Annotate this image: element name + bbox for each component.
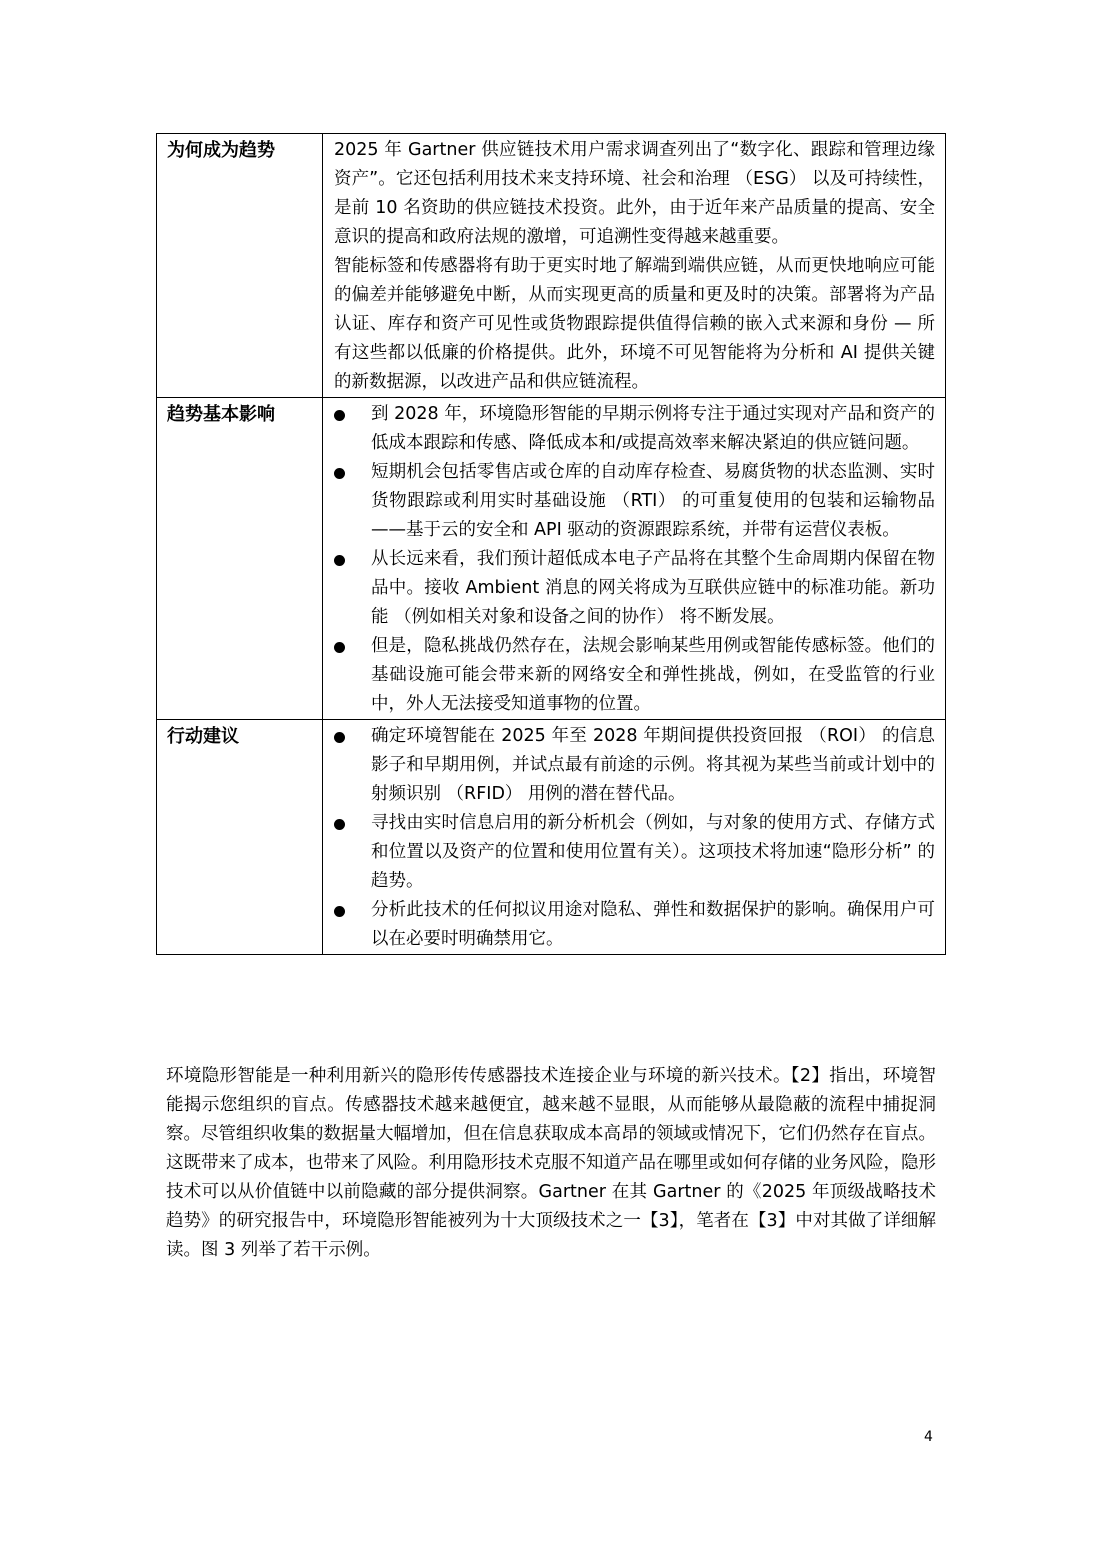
paragraph: 智能标签和传感器将有助于更实时地了解端到端供应链，从而更快地响应可能的偏差并能够避免中断，从而实现更高的质量和更及时的决策。部署将为产品认证、库存和资产可见性或货物跟踪提供值得信赖的嵌入式来源和身份 — 所有这些都以低廉的价格提供。此外，环境不可见智能将为分析和 AI 提供关键的新数据源，以改进产品和供应链流程。 bbox=[334, 256, 935, 392]
body-paragraph: 环境隐形智能是一种利用新兴的隐形传传感器技术连接企业与环境的新兴技术。【2】指出，环境智能揭示您组织的盲点。传感器技术越来越便宜，越来越不显眼，从而能够从最隐蔽的流程中捕捉洞察。尽管组织收集的数据量大幅增加，但在信息获取成本高昂的领域或情况下，它们仍然存在盲点。这既带来了成本，也带来了风险。利用隐形技术克服不知道产品在哪里或如何存储的业务风险，隐形技术可以从价值链中以前隐藏的部分提供洞察。Gartner 在其 Gartner 的《2025 年顶级战略技术趋势》的研究报告中，环境隐形智能被列为十大顶级技术之一【3】，笔者在【3】中对其做了详细解读。图 3 列举了若干示例。 bbox=[166, 1066, 936, 1260]
trend-table bbox=[156, 133, 946, 955]
list-item-text: 从长远来看，我们预计超低成本电子产品将在其整个生命周期内保留在物品中。接收 Ambient 消息的网关将成为互联供应链中的标准功能。新功能 （例如相关对象和设备之间的协作） 将不断发展。 bbox=[371, 549, 935, 627]
row-heading: 为何成为趋势 bbox=[167, 140, 275, 161]
table-row bbox=[157, 720, 946, 955]
row-heading: 趋势基本影响 bbox=[167, 404, 275, 425]
bullet-icon bbox=[334, 555, 345, 566]
table-row bbox=[157, 134, 946, 398]
row-content bbox=[323, 134, 945, 397]
table-row bbox=[157, 398, 946, 720]
list-item bbox=[323, 809, 935, 896]
list-item bbox=[323, 722, 935, 809]
row-heading-cell bbox=[157, 398, 323, 720]
list-item bbox=[323, 458, 935, 545]
bullet-icon bbox=[334, 410, 345, 421]
list-item-text: 确定环境智能在 2025 年至 2028 年期间提供投资回报 （ROI） 的信息影子和早期用例，并试点最有前途的示例。将其视为某些当前或计划中的射频识别 （RFID） 用例的潜在替代品。 bbox=[371, 726, 935, 804]
bullet-list bbox=[323, 398, 945, 719]
row-content-cell bbox=[323, 720, 946, 955]
bullet-icon bbox=[334, 819, 345, 830]
bullet-icon bbox=[334, 642, 345, 653]
list-item-text: 但是，隐私挑战仍然存在，法规会影响某些用例或智能传感标签。他们的基础设施可能会带来新的网络安全和弹性挑战，例如，在受监管的行业中，外人无法接受知道事物的位置。 bbox=[371, 636, 935, 714]
list-item-text: 短期机会包括零售店或仓库的自动库存检查、易腐货物的状态监测、实时货物跟踪或利用实时基础设施 （RTI） 的可重复使用的包装和运输物品——基于云的安全和 API 驱动的资源跟踪系统，并带有运营仪表板。 bbox=[371, 462, 935, 540]
list-item bbox=[323, 632, 935, 719]
bullet-icon bbox=[334, 468, 345, 479]
list-item bbox=[323, 896, 935, 954]
list-item bbox=[323, 545, 935, 632]
list-item bbox=[323, 400, 935, 458]
row-heading: 行动建议 bbox=[167, 726, 239, 747]
paragraph: 2025 年 Gartner 供应链技术用户需求调查列出了“数字化、跟踪和管理边缘资产”。它还包括利用技术来支持环境、社会和治理 （ESG） 以及可持续性，是前 10 名资助的供应链技术投资。此外，由于近年来产品质量的提高、安全意识的提高和政府法规的激增，可追溯性变得越来越重要。 bbox=[334, 140, 935, 247]
row-heading-cell bbox=[157, 720, 323, 955]
row-heading-cell bbox=[157, 134, 323, 398]
list-item-text: 分析此技术的任何拟议用途对隐私、弹性和数据保护的影响。确保用户可以在必要时明确禁用它。 bbox=[371, 900, 935, 949]
page-number: 4 bbox=[924, 1429, 933, 1445]
list-item-text: 到 2028 年，环境隐形智能的早期示例将专注于通过实现对产品和资产的低成本跟踪和传感、降低成本和/或提高效率来解决紧迫的供应链问题。 bbox=[371, 404, 935, 453]
row-content-cell bbox=[323, 398, 946, 720]
bullet-list bbox=[323, 720, 945, 954]
list-item-text: 寻找由实时信息启用的新分析机会（例如，与对象的使用方式、存储方式和位置以及资产的位置和使用位置有关）。这项技术将加速“隐形分析” 的趋势。 bbox=[371, 813, 935, 891]
row-content-cell bbox=[323, 134, 946, 398]
bullet-icon bbox=[334, 906, 345, 917]
bullet-icon bbox=[334, 732, 345, 743]
